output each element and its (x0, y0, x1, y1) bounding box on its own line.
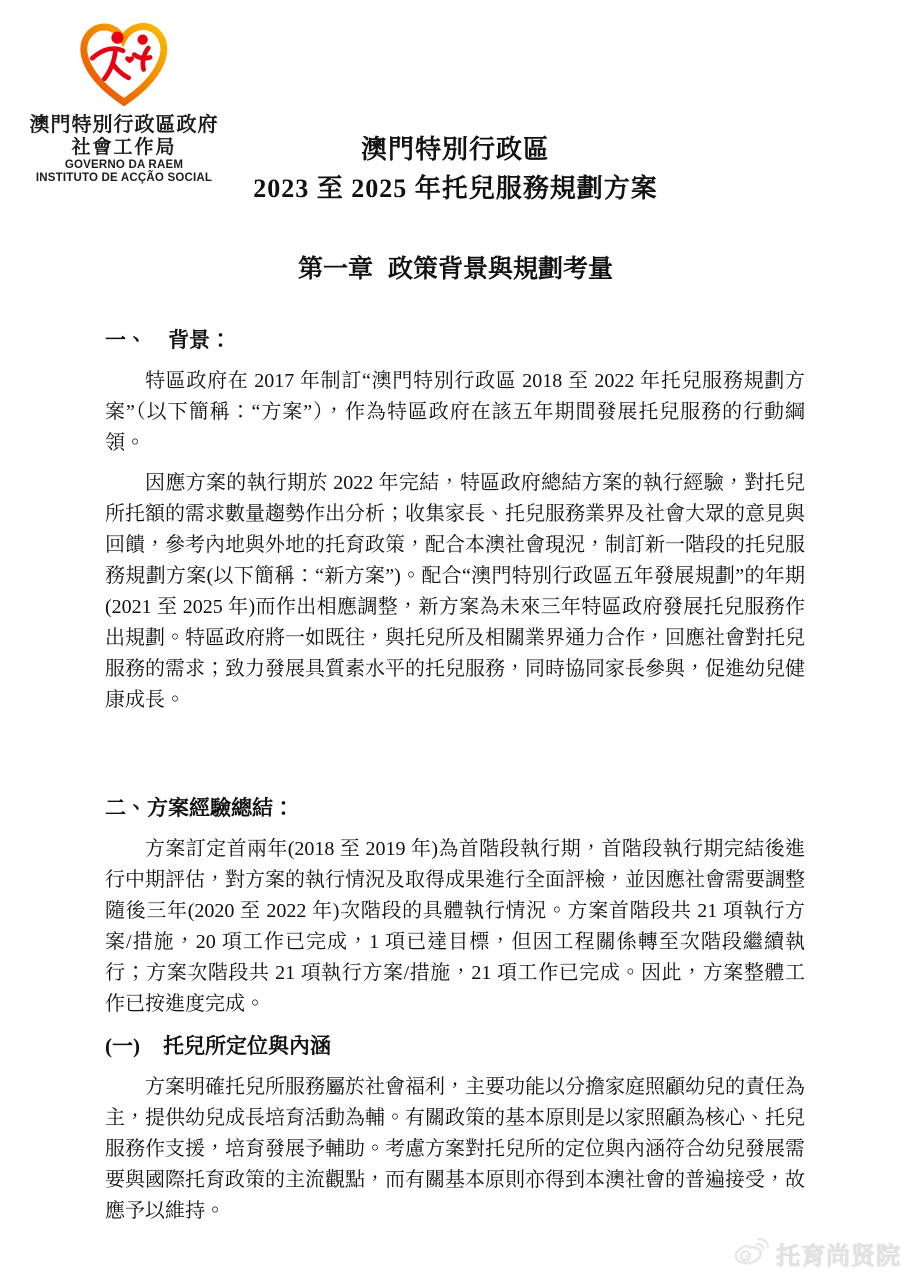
logo-org-name-cn: 澳門特別行政區政府 (29, 114, 219, 136)
logo-org-name-pt: GOVERNO DA RAEM (64, 158, 184, 171)
chapter-heading (0, 252, 911, 288)
subsection-number: (一) (105, 1034, 140, 1058)
logo-dept-name-pt: INSTITUTO DE ACÇÃO SOCIAL (35, 172, 213, 185)
chapter-number: 第一章 (297, 256, 373, 283)
watermark (733, 1236, 901, 1271)
heart-logo-icon (26, 12, 222, 112)
section-heading: 二、方案經驗總結： (105, 796, 294, 820)
chapter-title: 政策背景與規劃考量 (388, 256, 614, 283)
logo-dept-name-cn: 社會工作局 (71, 137, 177, 158)
weibo-icon (733, 1236, 769, 1271)
issuer-logo-block (26, 12, 222, 185)
section-background (105, 324, 805, 716)
section-plan-summary (105, 792, 805, 1227)
document-title-line1: 澳門特別行政區 (360, 135, 550, 164)
paragraph: 因應方案的執行期於 2022 年完結，特區政府總結方案的執行經驗，對托兒所托額的需求數量趨勢作出分析；收集家長、托兒服務業界及社會大眾的意見與回饋，參考內地與外地的托育政策，配合本澳社會現況，制訂新一階段的托兒服務規劃方案(以下簡稱：“新方案”)。配合“澳門特別行政區五年發展規劃”的年期(2021 至 2025 年)而作出相應調整，新方案為未來三年特區政府發展托兒服務作出規劃。特區政府將一如既往，與托兒所及相關業界通力合作，回應社會對托兒服務的需求；致力發展具質素水平的托兒服務，同時協同家長參與，促進幼兒健康成長。 (105, 472, 805, 711)
section-heading: 一、 背景： (105, 328, 231, 352)
watermark-text: 托育尚贤院 (776, 1243, 901, 1270)
subsection-title: 托兒所定位與內涵 (163, 1034, 331, 1058)
paragraph: 特區政府在 2017 年制訂“澳門特別行政區 2018 至 2022 年托兒服務規劃方案”（以下簡稱：“方案”），作為特區政府在該五年期間發展托兒服務的行動綱領。 (105, 370, 805, 454)
paragraph: 方案明確托兒所服務屬於社會福利，主要功能以分擔家庭照顧幼兒的責任為主，提供幼兒成長培育活動為輔。有關政策的基本原則是以家照顧為核心、托兒服務作支援，培育發展予輔助。考慮方案對托兒所的定位與內涵符合幼兒發展需要與國際托育政策的主流觀點，而有關基本原則亦得到本澳社會的普遍接受，故應予以維持。 (105, 1076, 805, 1222)
document-title-line2: 2023 至 2025 年托兒服務規劃方案 (253, 174, 658, 203)
document-body (105, 324, 805, 1227)
subsection-heading (105, 1030, 805, 1063)
paragraph: 方案訂定首兩年(2018 至 2019 年)為首階段執行期，首階段執行期完結後進行中期評估，對方案的執行情況及取得成果進行全面評檢，並因應社會需要調整隨後三年(2020 至 2022 年)次階段的具體執行情況。方案首階段共 21 項執行方案/措施，20 項工作已完成，1 項已達目標，但因工程關係轉至次階段繼續執行；方案次階段共 21 項執行方案/措施，21 項工作已完成。因此，方案整體工作已按進度完成。 (105, 838, 805, 1015)
